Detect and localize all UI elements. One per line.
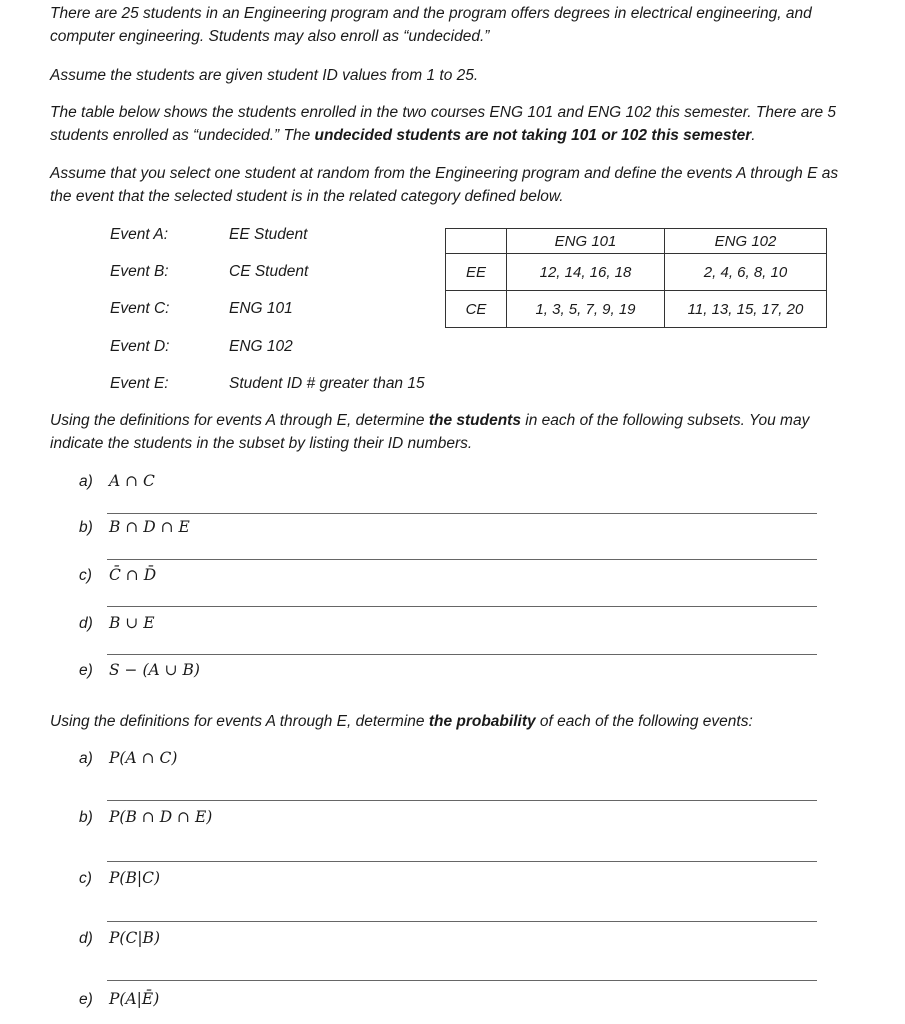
item-label: e)	[79, 991, 93, 1008]
part2-instr-text-2: of each of the following events:	[535, 713, 753, 730]
item-expression: S − (A ∪ B)	[109, 661, 200, 679]
item-expression: P(A ∩ C)	[109, 749, 178, 767]
event-d-label: Event D:	[110, 338, 170, 355]
part1-item-e	[79, 661, 200, 680]
answer-line	[107, 921, 817, 922]
part1-instr-text-2: in each of the following subsets. You may indicate the students in the subset by listing their ID numbers.	[50, 412, 810, 452]
part2-item-b	[79, 808, 212, 827]
table-header-blank	[446, 229, 507, 254]
table-cell: 11, 13, 15, 17, 20	[665, 291, 827, 328]
table-row	[446, 254, 827, 291]
answer-line	[107, 800, 817, 801]
table-cell: 1, 3, 5, 7, 9, 19	[507, 291, 665, 328]
item-expression: P(C|B)	[109, 929, 160, 947]
event-c-definition: ENG 101	[229, 300, 293, 317]
item-expression: P(B ∩ D ∩ E)	[109, 808, 213, 826]
answer-line	[107, 559, 817, 560]
table-header-eng102: ENG 102	[665, 229, 827, 254]
part2-instr-text: Using the definitions for events A through E, determine	[50, 713, 429, 730]
item-expression: P(B|C)	[109, 869, 160, 887]
intro-paragraph-4: Assume that you select one student at random from the Engineering program and define the events A through E as the event that the selected student is in the related category defined below.	[50, 165, 839, 205]
part2-item-a	[79, 749, 177, 768]
table-row-label: EE	[446, 254, 507, 291]
intro-p3-end: .	[751, 127, 756, 144]
part2-item-d	[79, 929, 160, 948]
part1-item-b	[79, 518, 190, 537]
event-c-label: Event C:	[110, 300, 170, 317]
answer-line	[107, 606, 817, 607]
intro-paragraph-1: There are 25 students in an Engineering program and the program offers degrees in electrical engineering, and computer engineering. Students may also enroll as “undecided.”	[50, 5, 812, 45]
part2-instr-bold: the probability	[428, 713, 536, 730]
item-label: c)	[79, 567, 92, 584]
item-label: d)	[79, 615, 93, 632]
item-expression: P(A|Ē)	[109, 990, 160, 1008]
part1-instr-bold: the students	[428, 412, 521, 429]
table-header-eng101: ENG 101	[507, 229, 665, 254]
table-row-label: CE	[446, 291, 507, 328]
item-expression: C̄ ∩ D̄	[109, 566, 157, 584]
table-header-row	[446, 229, 827, 254]
table-cell: 12, 14, 16, 18	[507, 254, 665, 291]
answer-line	[107, 980, 817, 981]
item-label: c)	[79, 870, 92, 887]
event-e-definition: Student ID # greater than 15	[229, 375, 425, 392]
item-expression: B ∩ D ∩ E	[109, 518, 190, 536]
event-e-label: Event E:	[110, 375, 169, 392]
part2-instructions	[50, 710, 840, 733]
answer-line	[107, 513, 817, 514]
table-row	[446, 291, 827, 328]
event-a-label: Event A:	[110, 226, 169, 243]
intro-paragraph-3	[50, 101, 840, 147]
part2-item-c	[79, 869, 160, 888]
part1-item-a	[79, 472, 155, 491]
intro-paragraph-2: Assume the students are given student ID values from 1 to 25.	[50, 67, 479, 84]
answer-line	[107, 861, 817, 862]
part1-item-c	[79, 566, 156, 585]
intro-p3-text: The table below shows the students enrolled in the two courses ENG 101 and ENG 102 this semester. There are 5 students enrolled as “undecided.” The	[50, 104, 837, 144]
event-d-definition: ENG 102	[229, 338, 293, 355]
table-cell: 2, 4, 6, 8, 10	[665, 254, 827, 291]
item-label: b)	[79, 809, 93, 826]
part2-item-e	[79, 990, 159, 1009]
part1-instr-text: Using the definitions for events A through E, determine	[50, 412, 429, 429]
part1-instructions	[50, 409, 840, 455]
intro-p3-bold: undecided students are not taking 101 or 102 this semester	[314, 127, 752, 144]
item-label: b)	[79, 519, 93, 536]
event-b-definition: CE Student	[229, 263, 309, 280]
part1-item-d	[79, 614, 155, 633]
enrollment-table	[445, 228, 827, 328]
answer-line	[107, 654, 817, 655]
item-label: e)	[79, 662, 93, 679]
event-a-definition: EE Student	[229, 226, 308, 243]
item-expression: A ∩ C	[109, 472, 155, 490]
item-label: d)	[79, 930, 93, 947]
item-expression: B ∪ E	[109, 614, 155, 632]
event-b-label: Event B:	[110, 263, 169, 280]
item-label: a)	[79, 750, 93, 767]
item-label: a)	[79, 473, 93, 490]
